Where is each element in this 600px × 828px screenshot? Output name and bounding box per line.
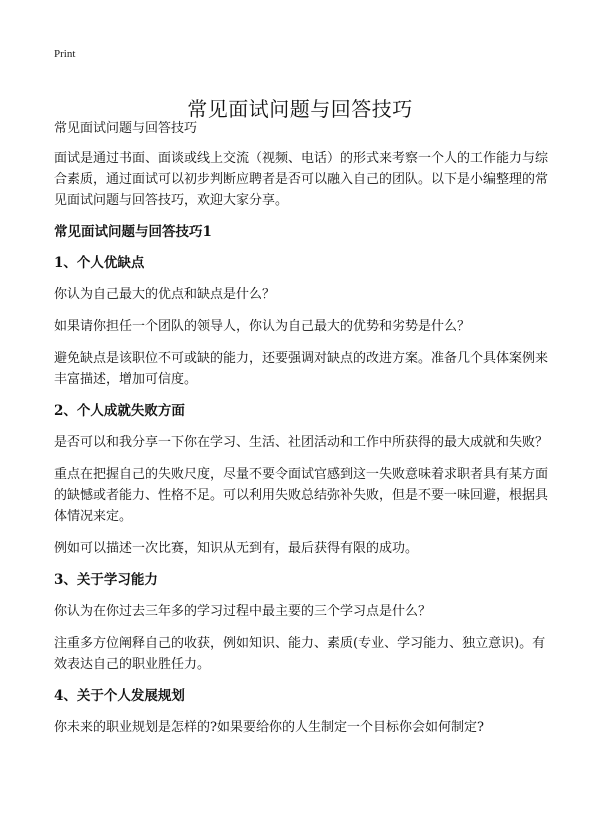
paragraph: 你认为在你过去三年多的学习过程中最主要的三个学习点是什么？ (54, 604, 432, 619)
article-subtitle: 常见面试问题与回答技巧 (54, 121, 198, 136)
intro-paragraph: 面试是通过书面、面谈或线上交流（视频、电话）的形式来考察一个人的工作能力与综合素质，通过面试可以初步判断应聘者是否可以融入自己的团队。以下是小编整理的常见面试问题与回答技巧，欢迎大家分享。 (54, 151, 549, 208)
paragraph: 避免缺点是该职位不可或缺的能力，还要强调对缺点的改进方案。准备几个具体案例来丰富描述，增加可信度。 (54, 351, 549, 387)
paragraph: 是否可以和我分享一下你在学习、生活、社团活动和工作中所获得的最大成就和失败？ (54, 435, 549, 450)
subsection-heading-4: 4、关于个人发展规划 (54, 688, 185, 704)
subsection-heading-2: 2、个人成就失败方面 (54, 403, 185, 419)
paragraph: 如果请你担任一个团队的领导人，你认为自己最大的优势和劣势是什么？ (54, 319, 471, 334)
paragraph: 你未来的职业规划是怎样的?如果要给你的人生制定一个目标你会如何制定? (54, 720, 484, 735)
paragraph: 注重多方位阐释自己的收获，例如知识、能力、素质(专业、学习能力、独立意识)。有效表达自己的职业胜任力。 (54, 636, 546, 672)
print-label: Print (54, 48, 76, 60)
subsection-heading-3: 3、关于学习能力 (54, 572, 158, 588)
paragraph: 你认为自己最大的优点和缺点是什么？ (54, 287, 276, 302)
subsection-heading-1: 1、个人优缺点 (54, 255, 145, 271)
article-body (54, 118, 550, 749)
paragraph: 例如可以描述一次比赛，知识从无到有，最后获得有限的成功。 (54, 541, 419, 556)
page-title: 常见面试问题与回答技巧 (187, 97, 413, 122)
section-heading: 常见面试问题与回答技巧1 (54, 224, 212, 240)
paragraph: 重点在把握自己的失败尺度，尽量不要令面试官感到这一失败意味着求职者具有某方面的缺憾或者能力、性格不足。可以利用失败总结弥补失败，但是不要一味回避，根据具体情况来定。 (54, 467, 549, 524)
